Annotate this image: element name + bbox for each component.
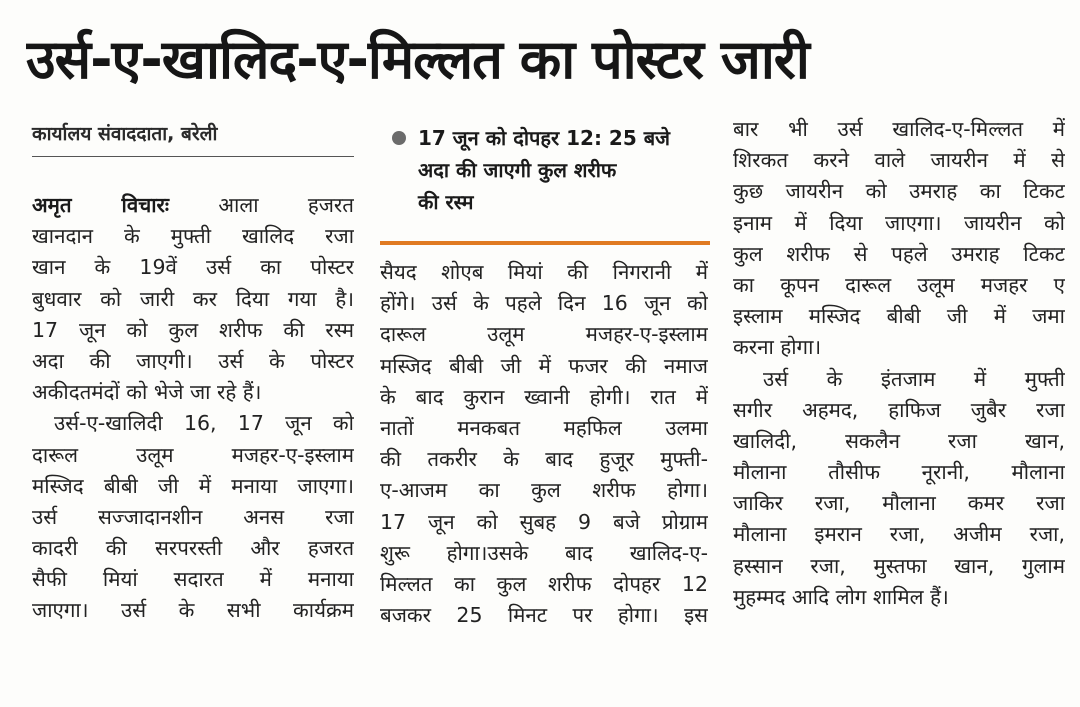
article-line: खान के 19वें उर्स का पोस्टर: [32, 255, 354, 280]
article-line: खानदान के मुफ्ती खालिद रजा: [32, 224, 354, 249]
article-line: अदा की जाएगी। उर्स के पोस्टर: [32, 348, 354, 373]
article-line: इस्लाम मस्जिद बीबी जी में जमा: [733, 304, 1065, 329]
article-line: शुरू होगा।उसके बाद खालिद-ए-: [380, 540, 708, 565]
article-line: 17 जून को कुल शरीफ की रस्म: [32, 317, 354, 342]
article-line: मस्जिद बीबी जी में मनाया जाएगा।: [32, 473, 354, 498]
lead-dateline: अमृत विचारः: [32, 193, 170, 217]
bullet-icon: [392, 131, 406, 145]
article-line: मौलाना इमरान रजा, अजीम रजा,: [733, 522, 1065, 547]
article-line: सैयद शोएब मियां की निगरानी में: [380, 260, 708, 284]
article-line: 17 जून को सुबह 9 बजे प्रोग्राम: [380, 509, 708, 534]
article-line: ए-आजम का कुल शरीफ होगा।: [380, 478, 708, 503]
article-line: उर्स-ए-खालिदी 16, 17 जून को: [54, 411, 354, 436]
article-line: अकीदतमंदों को भेजे जा रहे हैं।: [32, 380, 262, 405]
article-line: बुधवार को जारी कर दिया गया है।: [32, 286, 354, 311]
highlight-box: [392, 122, 708, 218]
article-line: सैफी मियां सदारत में मनाया: [32, 567, 354, 592]
article-line: उर्स के इंतजाम में मुफ्ती: [763, 366, 1065, 391]
article-line: कुछ जायरीन को उमराह का टिकट: [733, 179, 1065, 204]
article-line: के बाद कुरान ख्वानी होगी। रात में: [380, 384, 708, 409]
article-line: मस्जिद बीबी जी में फजर की नमाज: [380, 353, 708, 378]
article-column-2: [380, 257, 708, 631]
article-line: हस्सान रजा, मुस्तफा खान, गुलाम: [733, 553, 1065, 578]
highlight-line: 17 जून को दोपहर 12: 25 बजे: [418, 126, 670, 150]
article-line: जाएगा। उर्स के सभी कार्यक्रम: [32, 598, 354, 623]
highlight-line: की रस्म: [418, 190, 474, 214]
article-line: का कूपन दारूल उलूम मजहर ए: [733, 272, 1065, 297]
article-line: होंगे। उर्स के पहले दिन 16 जून को: [380, 291, 708, 316]
byline: कार्यालय संवाददाता, बरेली: [32, 123, 218, 145]
article-line: अमृत विचारः आला हजरत: [32, 193, 354, 217]
article-line: करना होगा।: [733, 335, 822, 360]
article-line: जाकिर रजा, मौलाना कमर रजा: [733, 491, 1065, 516]
article-line: मुहम्मद आदि लोग शामिल हैं।: [733, 584, 949, 609]
article-line: कुल शरीफ से पहले उमराह टिकट: [733, 241, 1065, 266]
highlight-divider: [380, 241, 710, 245]
article-line: मौलाना तौसीफ नूरानी, मौलाना: [733, 460, 1065, 485]
article-line: इनाम में दिया जाएगा। जायरीन को: [733, 210, 1065, 235]
headline: उर्स-ए-खालिद-ए-मिल्लत का पोस्टर जारी: [26, 28, 809, 91]
article-line: की तकरीर के बाद हुजूर मुफ्ती-: [380, 447, 708, 472]
article-line: शिरकत करने वाले जायरीन में से: [733, 148, 1065, 173]
article-line: बार भी उर्स खालिद-ए-मिल्लत में: [733, 117, 1065, 141]
article-line: उर्स सज्जादानशीन अनस रजा: [32, 504, 354, 529]
article-line: कादरी की सरपरस्ती और हजरत: [32, 536, 354, 561]
article-line: दारूल उलूम मजहर-ए-इस्लाम: [32, 442, 354, 467]
byline-divider: [32, 156, 354, 157]
article-column-3: [733, 114, 1065, 613]
article-line: नातों मनकबत महफिल उलमा: [380, 415, 708, 440]
highlight-line: अदा की जाएगी कुल शरीफ: [418, 158, 617, 182]
article-line: खालिदी, सकलैन रजा खान,: [733, 428, 1065, 453]
article-column-1: [32, 190, 354, 627]
article-line: दारूल उलूम मजहर-ए-इस्लाम: [380, 322, 708, 347]
article-line: मिल्लत का कुल शरीफ दोपहर 12: [380, 571, 708, 596]
article-line: बजकर 25 मिनट पर होगा। इस: [380, 603, 708, 628]
article-line: सगीर अहमद, हाफिज जुबैर रजा: [733, 397, 1065, 422]
